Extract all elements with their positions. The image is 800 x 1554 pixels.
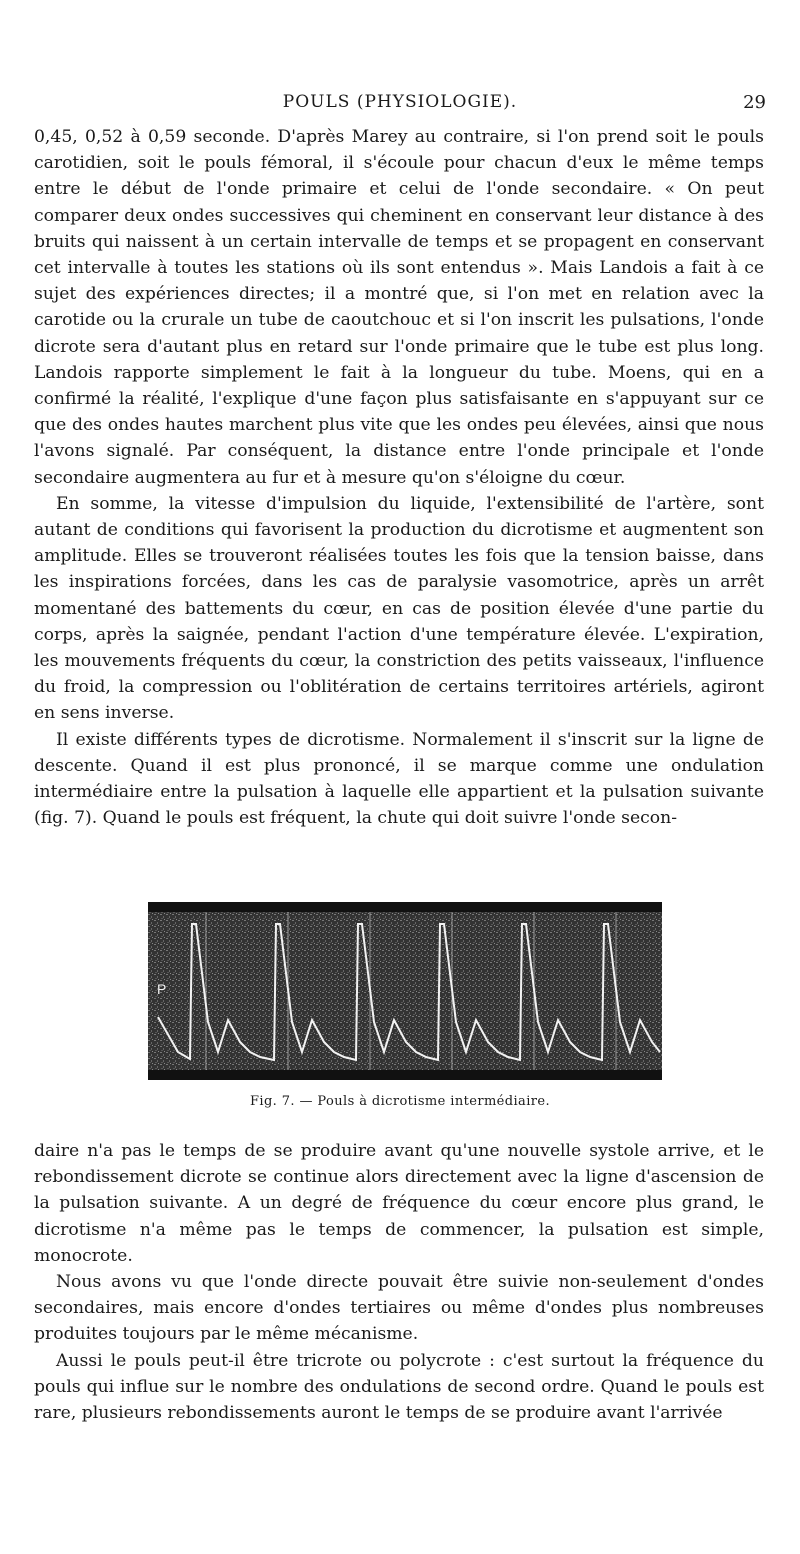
trace-label-p: P	[157, 981, 167, 997]
page-number: 29	[743, 92, 766, 113]
figure-caption: Fig. 7. — Pouls à dicrotisme intermédiaire.	[249, 1094, 550, 1109]
tracing-background	[148, 902, 662, 1080]
pulse-tracing-figure	[148, 902, 662, 1080]
paragraph: Nous avons vu que l'onde directe pouvait être suivie non-seulement d'ondes secondaires, mais encore d'ondes tertiaires ou même d'ondes plus nombreuses produites toujours par le même mécanisme.	[34, 1272, 764, 1345]
pulse-tracing	[148, 902, 662, 1080]
running-title: POULS (PHYSIOLOGIE).	[282, 92, 518, 112]
bottom-border	[148, 1070, 662, 1080]
paragraph: Aussi le pouls peut-il être tricrote ou polycrote : c'est surtout la fréquence du pouls qui influe sur le nombre des ondulations de second ordre. Quand le pouls est rare, plusieurs rebondissements auront le temps de se produire avant l'arrivée	[34, 1350, 764, 1424]
body-text-bottom	[34, 1138, 764, 1426]
page-header	[34, 92, 766, 116]
paragraph: En somme, la vitesse d'impulsion du liquide, l'extensibilité de l'artère, sont autant de conditions qui favorisent la production du dicrotisme et augmentent son amplitude. Elles se trouveront réalisées toutes les fois que la tension baisse, dans les inspirations forcées, dans les cas de paralysie vasomotrice, après un arrêt momentané des battements du cœur, en cas de position élevée d'une partie du corps, après la saignée, pendant l'action d'une température élevée. L'expiration, les mouvements fréquents du cœur, la constriction des petits vaisseaux, l'influence du froid, la compression ou l'oblitération de certains territoires artériels, agiront en sens inverse.	[34, 493, 764, 724]
paragraph: 0,45, 0,52 à 0,59 seconde. D'après Marey au contraire, si l'on prend soit le pouls carotidien, soit le pouls fémoral, il s'écoule pour chacun d'eux le même temps entre le début de l'onde primaire et celui de l'onde secondaire. « On peut comparer deux ondes successives qui cheminent en conservant leur distance à des bruits qui naissent à un certain intervalle de temps et se propagent en conservant cet intervalle à toutes les stations où ils sont entendus ». Mais Landois a fait à ce sujet des expériences directes; il a montré que, si l'on met en relation avec la carotide ou la crurale un tube de caoutchouc et si l'on inscrit les pulsations, l'onde dicrote sera d'autant plus en retard sur l'onde primaire que le tube est plus long. Landois rapporte simplement le fait à la longueur du tube. Moens, qui en a confirmé la réalité, l'explique d'une façon plus satisfaisante en s'appuyant sur ce que des ondes hautes marchent plus vite que les ondes peu élevées, ainsi que nous l'avons signalé. Par conséquent, la distance entre l'onde principale et l'onde secondaire augmentera au fur et à mesure qu'on s'éloigne du cœur.	[34, 127, 764, 488]
paragraph: daire n'a pas le temps de se produire avant qu'une nouvelle systole arrive, et le rebondissement dicrote se continue alors directement avec la ligne d'ascension de la pulsation suivante. A un degré de fréquence du cœur encore plus grand, le dicrotisme n'a même pas le temps de commencer, la pulsation est simple, monocrote.	[34, 1141, 764, 1266]
body-text-top	[34, 124, 764, 831]
paragraph: Il existe différents types de dicrotisme. Normalement il s'inscrit sur la ligne de descente. Quand il est plus prononcé, il se marque comme une ondulation intermédiaire entre la pulsation à laquelle elle appartient et la pulsation suivante (fig. 7). Quand le pouls est fréquent, la chute qui doit suivre l'onde secon-	[34, 729, 764, 829]
top-border	[148, 902, 662, 912]
